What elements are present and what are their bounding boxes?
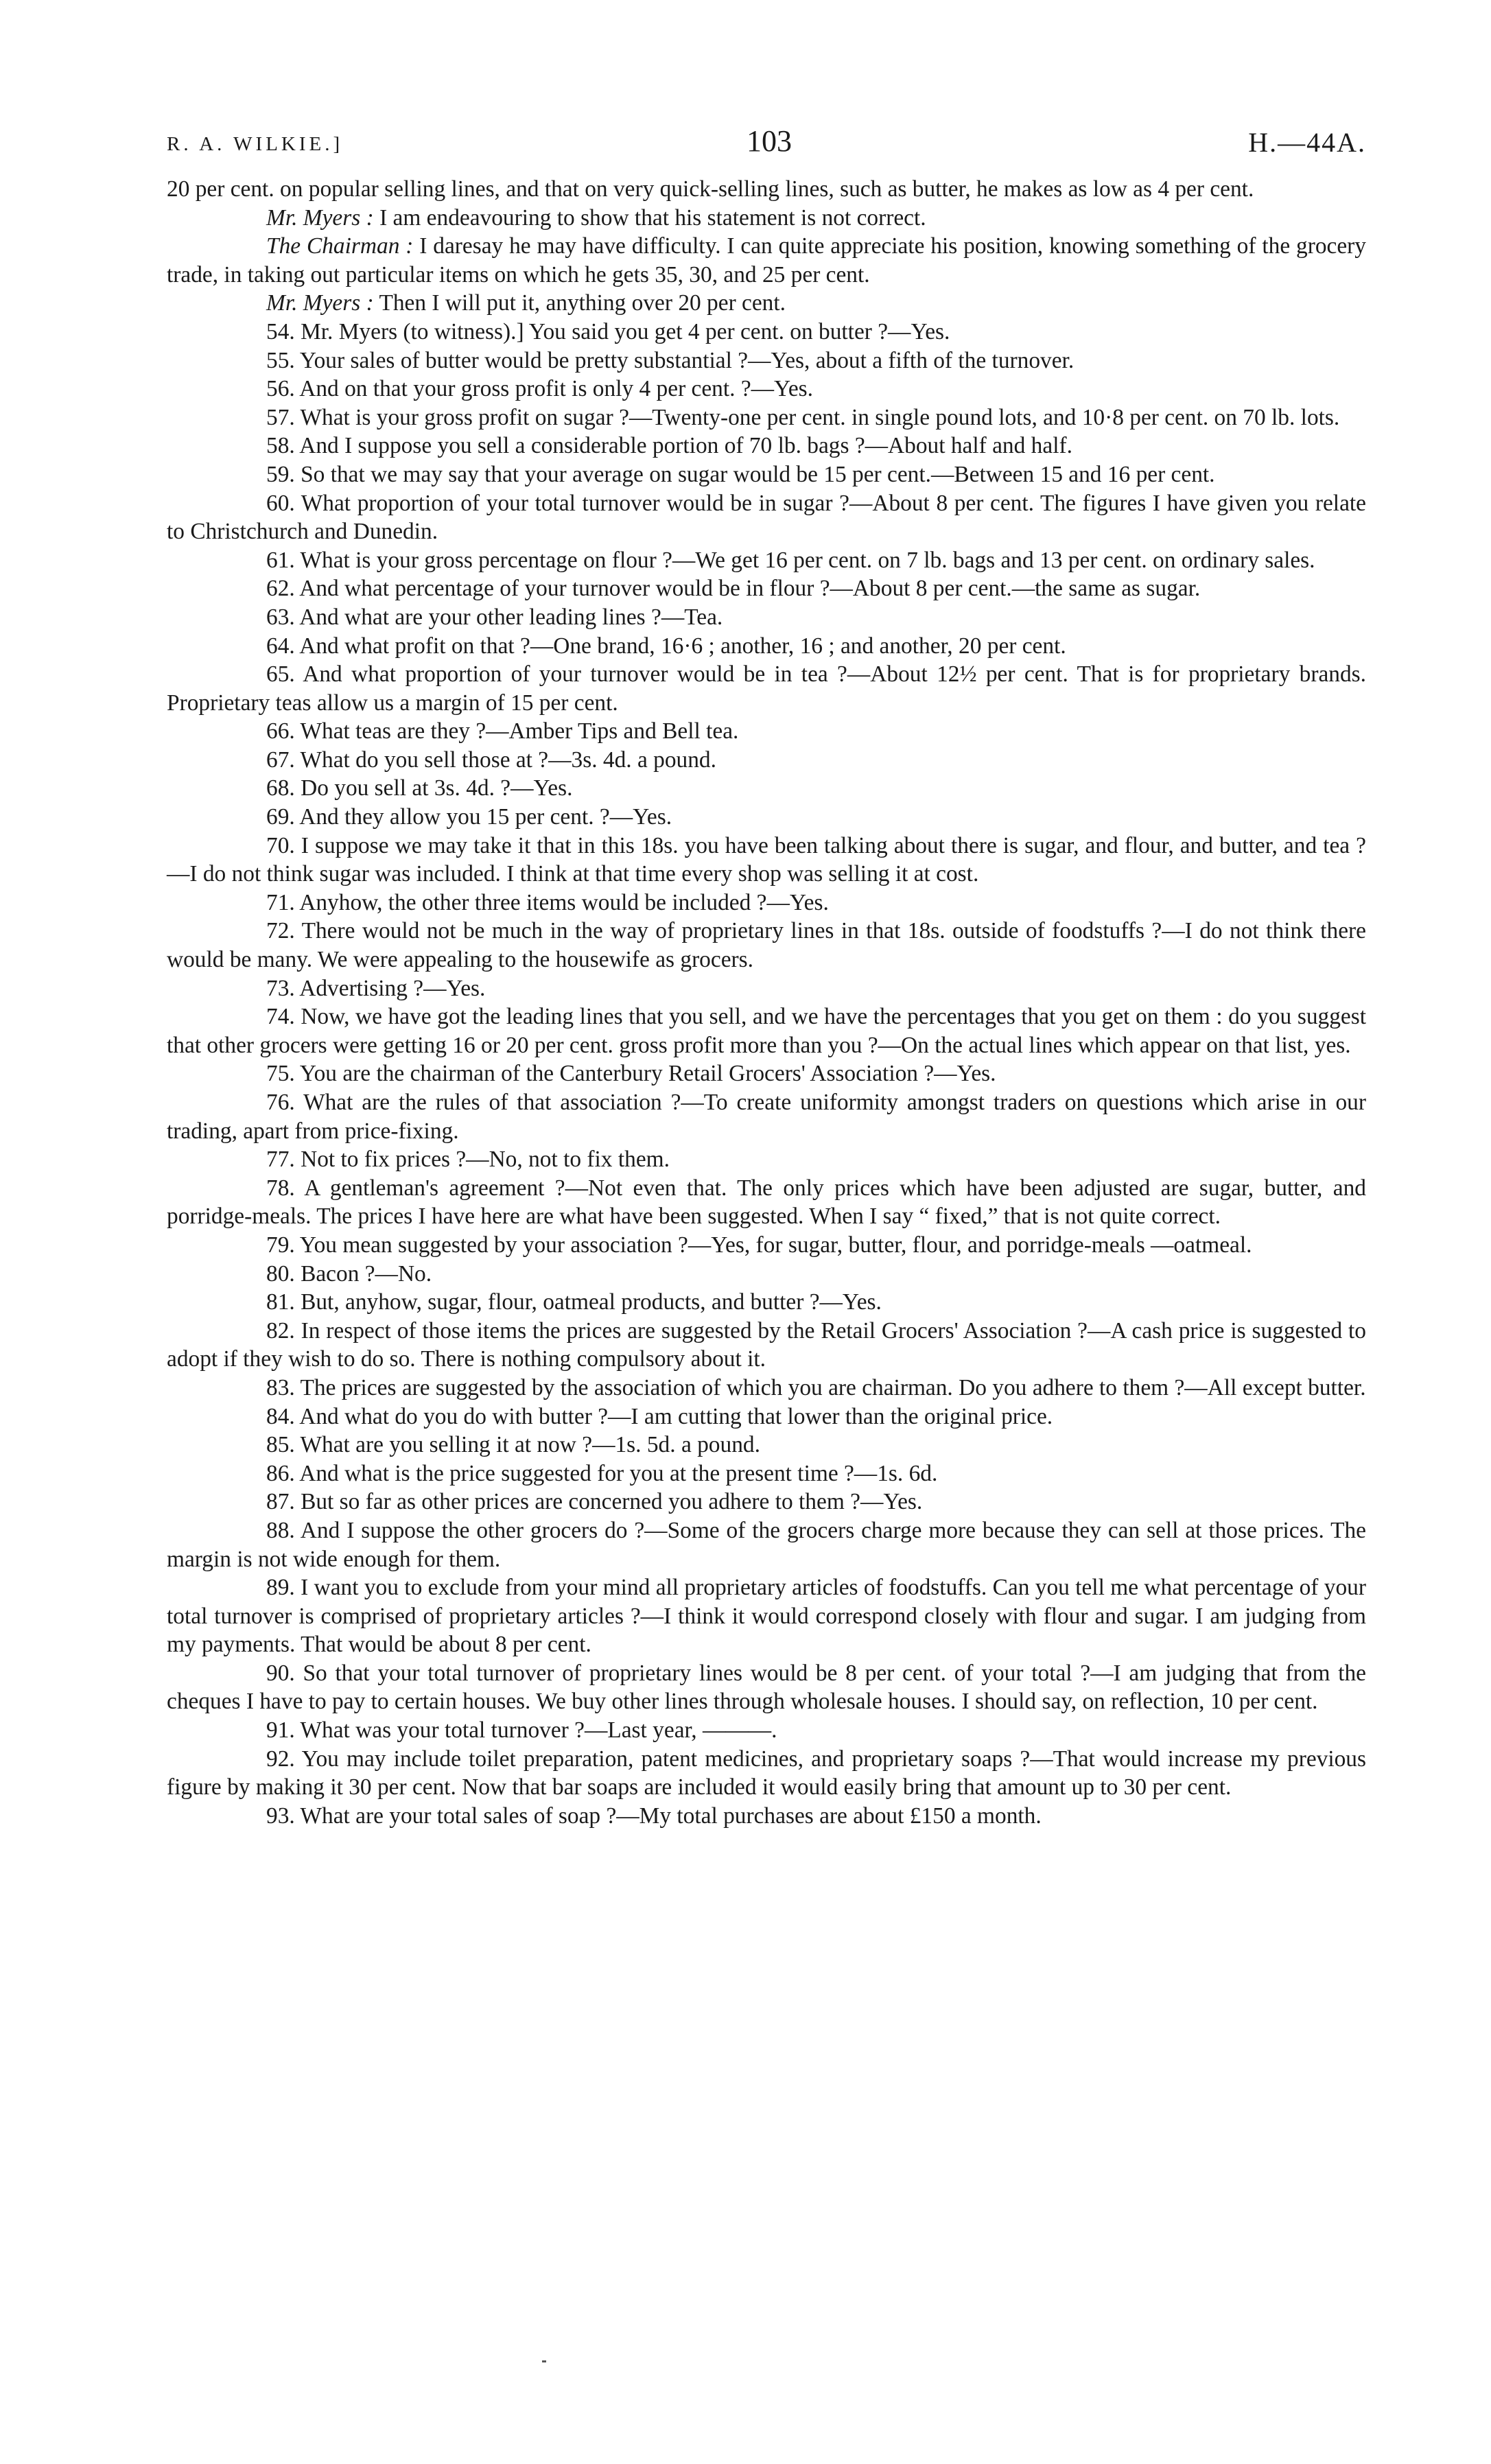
transcript-paragraph (167, 1488, 1366, 1516)
paragraph-text: 90. So that your total turnover of proprietary lines would be 8 per cent. of your total ?—I am judging that from the cheques I have to pay to certain houses. We buy other lines through wholesale houses. I should say, on reflection, 10 per cent. (167, 1660, 1366, 1715)
paragraph-text: 76. What are the rules of that association ?—To create uniformity amongst traders on questions which arise in our trading, apart from price-fixing. (167, 1090, 1366, 1144)
paragraph-text: 58. And I suppose you sell a considerable portion of 70 lb. bags ?—About half and half. (266, 433, 1072, 459)
transcript-paragraph (167, 717, 1366, 746)
paragraph-text: Then I will put it, anything over 20 per cent. (373, 290, 786, 316)
speaker-name: Mr. Myers : (266, 204, 374, 231)
paragraph-text: 91. What was your total turnover ?—Last year, ———. (266, 1717, 777, 1744)
page-number: 103 (747, 124, 792, 158)
transcript-paragraph (167, 1260, 1366, 1289)
paragraph-text: 83. The prices are suggested by the association of which you are chairman. Do you adhere to them ?—All except butter. (266, 1374, 1366, 1400)
transcript-paragraph (167, 1288, 1366, 1317)
transcript-paragraph (167, 746, 1366, 775)
document-page (167, 124, 1366, 1830)
transcript-paragraph (167, 175, 1366, 204)
transcript-paragraph (167, 375, 1366, 403)
transcript-paragraph (167, 1716, 1366, 1745)
transcript-paragraph (167, 803, 1366, 832)
speaker-name: Mr. Myers : (266, 290, 374, 316)
paragraph-text: 81. But, anyhow, sugar, flour, oatmeal products, and butter ?—Yes. (266, 1289, 882, 1315)
transcript-paragraph (167, 660, 1366, 717)
transcript-paragraph (167, 1174, 1366, 1231)
paragraph-text: 78. A gentleman's agreement ?—Not even that. The only prices which have been adjusted are sugar, butter, and porridge-meals. The prices I have here are what have been suggested. When I say “ fixed,” that is not quite correct. (167, 1175, 1366, 1230)
paragraph-text: 82. In respect of those items the prices are suggested by the Retail Grocers' Association ?—A cash price is suggested to adopt if they wish to do so. There is nothing compulsory about it. (167, 1317, 1366, 1372)
paragraph-text: 92. You may include toilet preparation, patent medicines, and proprietary soaps ?—That would increase my previous figure by making it 30 per cent. Now that bar soaps are included it would easily bring that amount up to 30 per cent. (167, 1746, 1366, 1800)
transcript-paragraph (167, 432, 1366, 460)
paragraph-text: 63. And what are your other leading lines ?—Tea. (266, 604, 723, 630)
paragraph-text: 64. And what profit on that ?—One brand, 16·6 ; another, 16 ; and another, 20 per cent. (266, 633, 1066, 659)
transcript-paragraph (167, 917, 1366, 974)
transcript-paragraph (167, 1745, 1366, 1802)
paragraph-text: 59. So that we may say that your average on sugar would be 15 per cent.—Between 15 and 16 per cent. (266, 461, 1215, 487)
transcript-paragraph (167, 1659, 1366, 1716)
paragraph-text: 87. But so far as other prices are concerned you adhere to them ?—Yes. (266, 1489, 923, 1515)
transcript-paragraph (167, 1573, 1366, 1659)
paragraph-text: 56. And on that your gross profit is only 4 per cent. ?—Yes. (266, 376, 813, 402)
transcript-paragraph (167, 832, 1366, 889)
transcript-paragraph (167, 1231, 1366, 1260)
paragraph-text: 55. Your sales of butter would be pretty substantial ?—Yes, about a fifth of the turnover. (266, 347, 1075, 373)
footer-mark (542, 2360, 546, 2362)
transcript-body (167, 175, 1366, 1830)
running-head-witness: R. A. WILKIE.] (167, 133, 344, 155)
paragraph-text: 62. And what percentage of your turnover would be in flour ?—About 8 per cent.—the same as sugar. (266, 576, 1201, 602)
transcript-paragraph (167, 232, 1366, 289)
transcript-paragraph (167, 1459, 1366, 1488)
paragraph-text: 70. I suppose we may take it that in this 18s. you have been talking about there is sugar, and flour, and butter, and tea ?—I do not think sugar was included. I think at that time every shop was selling it at cost. (167, 832, 1366, 887)
paragraph-text: 79. You mean suggested by your association ?—Yes, for sugar, butter, flour, and porridge-meals —oatmeal. (266, 1232, 1252, 1258)
page-header (167, 124, 1366, 172)
transcript-paragraph (167, 289, 1366, 318)
paragraph-text: 68. Do you sell at 3s. 4d. ?—Yes. (266, 775, 573, 801)
paragraph-text: 54. Mr. Myers (to witness).] You said you get 4 per cent. on butter ?—Yes. (266, 318, 950, 344)
paragraph-text: 74. Now, we have got the leading lines that you sell, and we have the percentages that you get on them : do you suggest that other grocers were getting 16 or 20 per cent. gross profit more than you ?—On the actual lines which appear on that list, yes. (167, 1004, 1366, 1058)
transcript-paragraph (167, 774, 1366, 803)
speaker-name: The Chairman : (266, 233, 414, 259)
paragraph-text: 60. What proportion of your total turnover would be in sugar ?—About 8 per cent. The figures I have given you relate to Christchurch and Dunedin. (167, 490, 1366, 545)
transcript-paragraph (167, 347, 1366, 375)
paragraph-text: 84. And what do you do with butter ?—I am cutting that lower than the original price. (266, 1403, 1053, 1429)
paragraph-text: 67. What do you sell those at ?—3s. 4d. a pound. (266, 747, 716, 773)
paragraph-text: 89. I want you to exclude from your mind all proprietary articles of foodstuffs. Can you tell me what percentage of your total turnover is comprised of proprietary articles ?—I think it would correspond closely with flour and sugar. I am judging from my payments. That would be about 8 per cent. (167, 1575, 1366, 1658)
transcript-paragraph (167, 403, 1366, 432)
paragraph-text: I am endeavouring to show that his statement is not correct. (373, 204, 926, 231)
paragraph-text: 93. What are your total sales of soap ?—My total purchases are about £150 a month. (266, 1803, 1042, 1829)
paragraph-text: 73. Advertising ?—Yes. (266, 975, 486, 1001)
transcript-paragraph (167, 974, 1366, 1003)
transcript-paragraph (167, 632, 1366, 661)
transcript-paragraph (167, 1002, 1366, 1059)
transcript-paragraph (167, 1431, 1366, 1459)
paragraph-text: 65. And what proportion of your turnover would be in tea ?—About 12½ per cent. That is for proprietary brands. Proprietary teas allow us a margin of 15 per cent. (167, 661, 1366, 716)
transcript-paragraph (167, 489, 1366, 546)
transcript-paragraph (167, 318, 1366, 347)
paragraph-text: 77. Not to fix prices ?—No, not to fix them. (266, 1147, 670, 1173)
transcript-paragraph (167, 1374, 1366, 1403)
paragraph-text: 80. Bacon ?—No. (266, 1260, 432, 1287)
paragraph-text: 66. What teas are they ?—Amber Tips and Bell tea. (266, 718, 739, 744)
transcript-paragraph (167, 603, 1366, 632)
transcript-paragraph (167, 1088, 1366, 1145)
transcript-paragraph (167, 1802, 1366, 1831)
paragraph-text: 20 per cent. on popular selling lines, and that on very quick-selling lines, such as butter, he makes as low as 4 per cent. (167, 176, 1254, 202)
paragraph-text: 61. What is your gross percentage on flour ?—We get 16 per cent. on 7 lb. bags and 13 per cent. on ordinary sales. (266, 547, 1315, 573)
paragraph-text: 88. And I suppose the other grocers do ?—Some of the grocers charge more because they can sell at those prices. The margin is not wide enough for them. (167, 1517, 1366, 1572)
transcript-paragraph (167, 1516, 1366, 1573)
paragraph-text: 85. What are you selling it at now ?—1s. 5d. a pound. (266, 1432, 760, 1458)
transcript-paragraph (167, 1317, 1366, 1374)
paragraph-text: 71. Anyhow, the other three items would be included ?—Yes. (266, 889, 829, 915)
transcript-paragraph (167, 574, 1366, 603)
transcript-paragraph (167, 889, 1366, 917)
transcript-paragraph (167, 460, 1366, 489)
transcript-paragraph (167, 1145, 1366, 1174)
paragraph-text: 75. You are the chairman of the Canterbury Retail Grocers' Association ?—Yes. (266, 1061, 996, 1087)
transcript-paragraph (167, 1059, 1366, 1088)
transcript-paragraph (167, 1403, 1366, 1431)
paragraph-text: 86. And what is the price suggested for you at the present time ?—1s. 6d. (266, 1460, 938, 1486)
transcript-paragraph (167, 204, 1366, 233)
transcript-paragraph (167, 546, 1366, 575)
paragraph-text: I daresay he may have difficulty. I can quite appreciate his position, knowing something of the grocery trade, in taking out particular items on which he gets 35, 30, and 25 per cent. (167, 233, 1366, 288)
paragraph-text: 72. There would not be much in the way of proprietary lines in that 18s. outside of foodstuffs ?—I do not think there would be many. We were appealing to the housewife as grocers. (167, 918, 1366, 973)
paragraph-text: 69. And they allow you 15 per cent. ?—Yes. (266, 804, 672, 830)
paragraph-text: 57. What is your gross profit on sugar ?—Twenty-one per cent. in single pound lots, and 10·8 per cent. on 70 lb. lots. (266, 404, 1340, 430)
document-reference: H.—44A. (1248, 127, 1366, 158)
